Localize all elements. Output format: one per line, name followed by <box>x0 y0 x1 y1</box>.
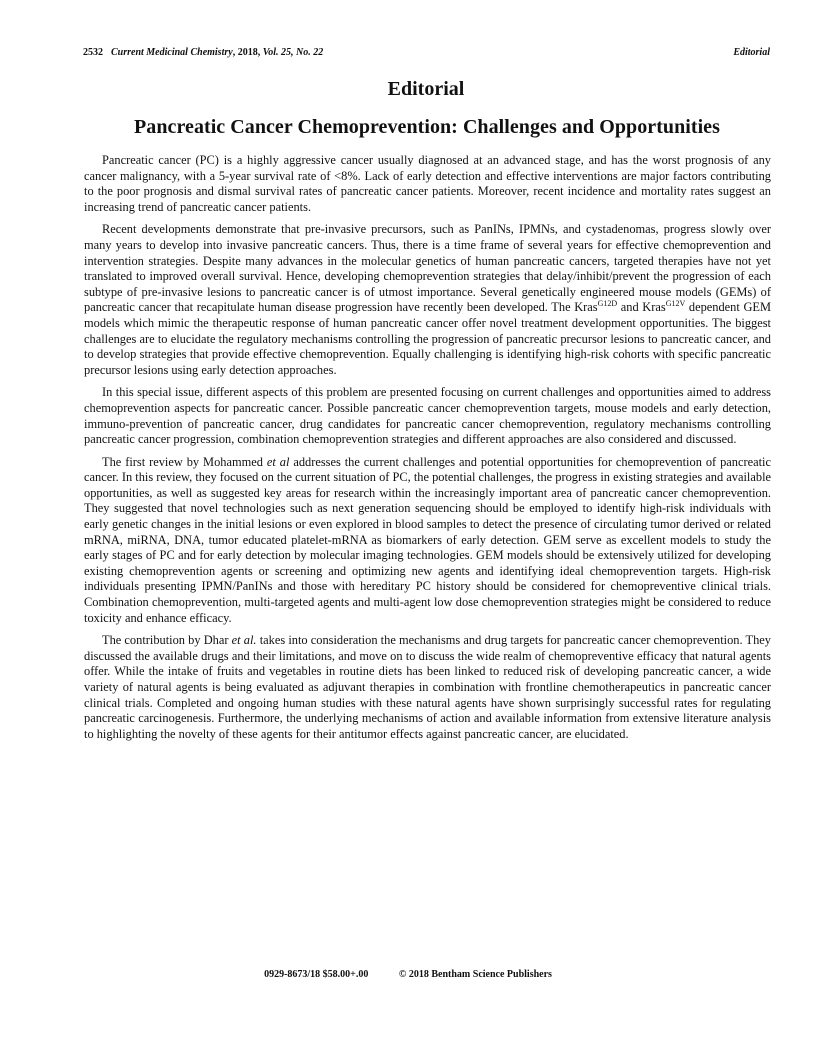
paragraph-2-text: Recent developments demonstrate that pre-invasive precursors, such as PanINs, IPMNs, and cystadenomas, progress slowly over many years to develop into invasive pancreatic cancers. Thus, there is a time frame of several years for effective chemoprevention and intervention strategies. Despite many advances in the molecular genetics of human pancreatic cancers, targeted therapies have not yet translated to improved overall survival. Hence, developing chemoprevention strategies that delay/inhibit/prevent the progression of each subtype of pre-invasive lesions to pancreatic cancer is of utmost importance. Several genetically engineered mouse models (GEMs) of pancreatic cancer that recapitulate human disease progression have recently been developed. The Kras <box>84 222 771 315</box>
page-number: 2532 <box>83 47 103 58</box>
paragraph-5 <box>84 633 771 742</box>
paragraph-2 <box>84 222 771 378</box>
running-head <box>83 47 770 63</box>
article-title: Pancreatic Cancer Chemoprevention: Challenges and Opportunities <box>134 116 720 138</box>
paragraph-4 <box>84 455 771 627</box>
et-al-italic: et al. <box>231 633 257 648</box>
paragraph-5-text: takes into consideration the mechanisms and drug targets for pancreatic cancer chemoprevention. They discussed the available drugs and their limitations, and move on to discuss the wide realm of chemopreventive efficacy that natural agents offer. While the intake of fruits and vegetables in routine diets has been linked to reduced risk of developing pancreatic cancer, a wide variety of natural agents is being evaluated as adjuvant therapies in combination with frontline chemotherapeutics in pancreatic cancer clinical trials. Completed and ongoing human studies with these natural agents have shown surprisingly successful rates for regulating pancreatic carcinogenesis. Furthermore, the underlying mechanisms of action and available information from extensive literature analysis to highlighting the novelty of these agents for their antitumor effects against pancreatic cancer, are elucidated. <box>84 633 771 741</box>
paragraph-4-text: addresses the current challenges and potential opportunities for chemoprevention of pancreatic cancer. In this review, they focused on the current situation of PC, the potential challenges, the progress in existing strategies and available opportunities, as well as suggested key areas for research within the increasingly important area of pancreatic cancer chemoprevention. They suggested that novel technologies such as next generation sequencing should be employed to identify high-risk individuals with early genetic changes in the initial lesions or even explored in blood samples to detect the presence of circulating tumor derived or related mRNA, miRNA, DNA, tumor educated platelet-mRNA as biomarkers of early detection. GEM serve as excellent models to study the early stages of PC and for early detection by molecular imaging technologies. GEM models should be extensively utilized for developing existing chemoprevention agents or screening and optimizing new agents and identifying ideal chemoprevention targets. High-risk individuals presenting IPMN/PanINs and those with hereditary PC history should be considered for chemopreventive clinical trials. Combination chemoprevention, multi-targeted agents and multi-agent low dose chemoprevention strategies might be considered to reduce toxicity and enhance efficacy. <box>84 454 772 625</box>
paragraph-2-text: and Kras <box>617 300 666 315</box>
article-body <box>84 153 771 749</box>
section-label: Editorial <box>387 78 465 100</box>
et-al-italic: et al <box>266 454 290 469</box>
issn-price: 0929-8673/18 $58.00+.00 <box>264 969 369 980</box>
paragraph-2-text: dependent GEM models which mimic the therapeutic response of human pancreatic cancer offer novel treatment development opportunities. The biggest challenges are to elucidate the regulatory mechanisms controlling the progression of pancreatic precursor lesions to pancreatic cancer, and to develop strategies that provide effective chemoprevention. Equally challenging is identifying high-risk cohorts with specific pancreatic precursor lesions using early detection approaches. <box>84 300 771 377</box>
running-head-section <box>733 47 770 58</box>
copyright: © 2018 Bentham Science Publishers <box>398 969 552 980</box>
page-footer <box>0 969 816 980</box>
journal-volume: Vol. 25, No. 22 <box>262 47 324 58</box>
paragraph-1: Pancreatic cancer (PC) is a highly aggressive cancer usually diagnosed at an advanced stage, and has the worst prognosis of any cancer malignancy, with a 5-year survival rate of <8%. Lack of early detection and effective interventions are major factors contributing to the poor prognosis and dismal survival rates of pancreatic cancer patients. Moreover, recent incidence and mortality rates suggest an increasing trend of pancreatic cancer patients. <box>84 153 771 214</box>
kras-mutation-superscript: G12V <box>665 299 686 309</box>
section-name: Editorial <box>733 47 770 58</box>
paragraph-3: In this special issue, different aspects of this problem are presented focusing on current challenges and opportunities aimed to address chemoprevention aspects for pancreatic cancer. Possible pancreatic cancer chemoprevention targets, mouse models and early detection, immuno-prevention of pancreatic cancer, drug candidates for pancreatic cancer chemoprevention, regulatory mechanisms controlling pancreatic cancer progression, combination chemoprevention strategies and different approaches are also considered and discussed. <box>84 385 771 447</box>
journal-name: Current Medicinal Chemistry <box>111 47 233 58</box>
running-head-citation: 2532 Current Medicinal Chemistry, 2018, Vol. 25, No. 22 <box>83 47 324 58</box>
kras-mutation-superscript: G12D <box>597 299 618 309</box>
paragraph-4-text: The first review by Mohammed <box>102 454 267 469</box>
paragraph-5-text: The contribution by Dhar <box>102 633 232 648</box>
journal-year: 2018 <box>237 47 258 58</box>
